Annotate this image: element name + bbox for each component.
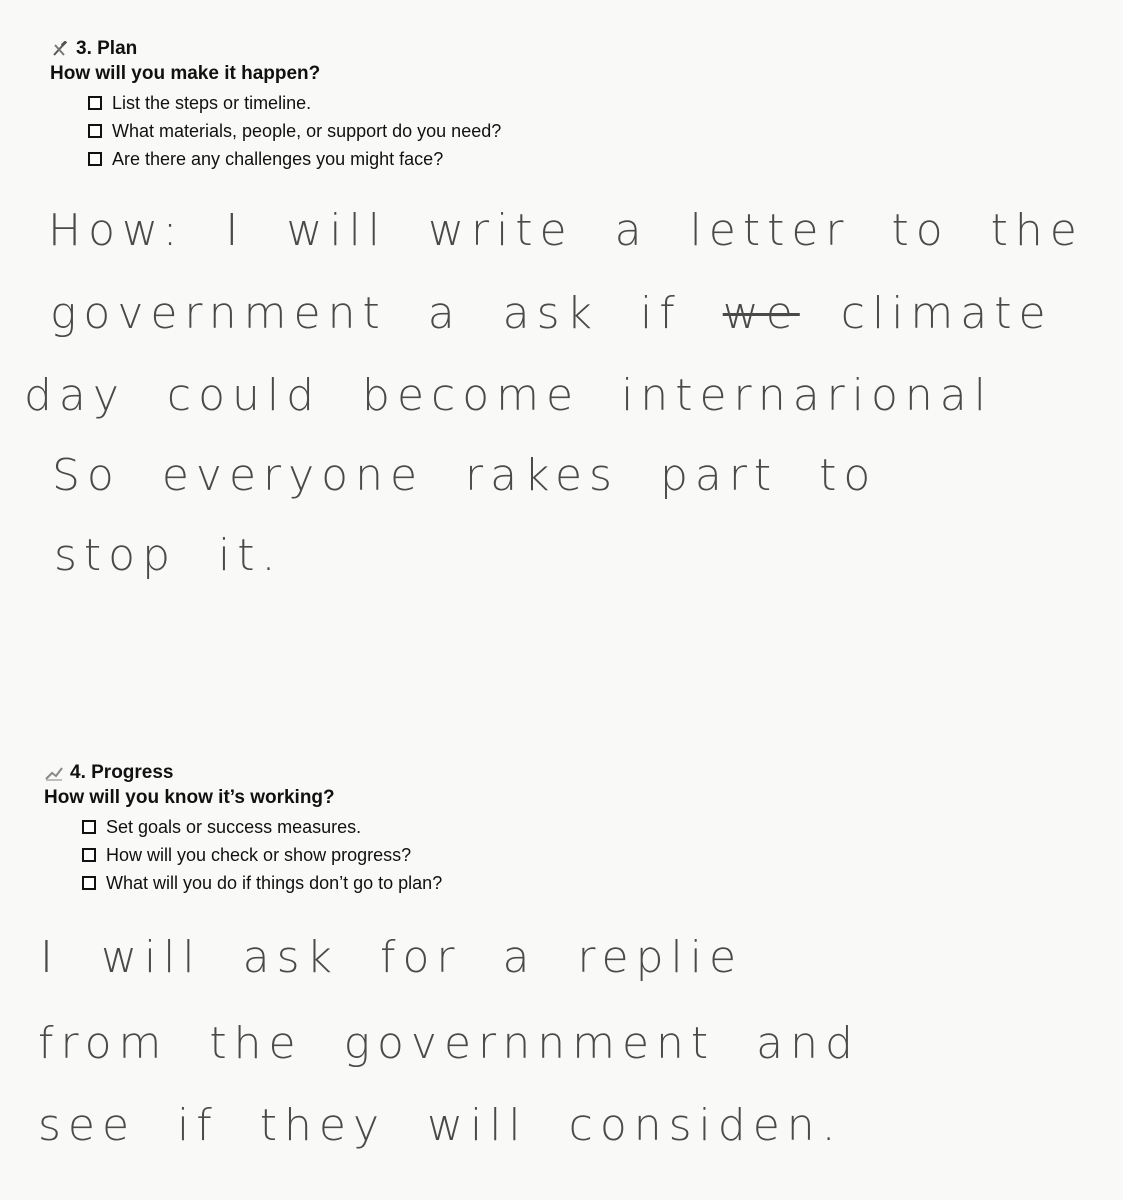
progress-heading — [44, 762, 442, 784]
plan-heading — [50, 38, 501, 60]
chart-icon — [44, 765, 64, 781]
plan-answer-line-1: How: I will write a letter to the — [48, 205, 1084, 256]
checklist-label: List the steps or timeline. — [112, 92, 312, 113]
checklist-label: What will you do if things don’t go to plan? — [106, 872, 443, 893]
checklist-item — [88, 89, 501, 117]
plan-answer-line-3: day could become internarional — [24, 370, 993, 421]
checklist-item — [82, 813, 442, 841]
checkbox[interactable] — [82, 820, 96, 834]
progress-title: 4. Progress — [70, 762, 174, 783]
progress-answer-line-3: see if they will considen. — [38, 1100, 843, 1151]
checklist-item — [82, 841, 442, 869]
hammer-wrench-icon — [50, 41, 70, 57]
checklist-label: Set goals or success measures. — [106, 816, 362, 837]
progress-checklist — [82, 813, 442, 897]
checklist-label: How will you check or show progress? — [106, 844, 412, 865]
plan-title: 3. Plan — [76, 38, 138, 59]
checkbox[interactable] — [82, 876, 96, 890]
checkbox[interactable] — [88, 124, 102, 138]
checkbox[interactable] — [88, 96, 102, 110]
progress-section — [44, 762, 442, 897]
checklist-item — [82, 869, 442, 897]
plan-answer-line-4: So everyone rakes part to — [52, 450, 878, 501]
plan-checklist — [88, 89, 501, 173]
plan-question: How will you make it happen? — [50, 63, 321, 84]
answer-text: government a ask if — [50, 288, 682, 339]
answer-text: climate — [840, 288, 1053, 339]
progress-answer-line-1: I will ask for a replie — [40, 932, 744, 983]
checklist-label: What materials, people, or support do you need? — [112, 120, 502, 141]
checklist-label: Are there any challenges you might face? — [112, 148, 444, 169]
checklist-item — [88, 117, 501, 145]
checkbox[interactable] — [82, 848, 96, 862]
progress-answer-line-2: from the governnment and — [38, 1018, 860, 1069]
checkbox[interactable] — [88, 152, 102, 166]
progress-question: How will you know it’s working? — [44, 787, 335, 808]
checklist-item — [88, 145, 501, 173]
plan-section — [50, 38, 501, 173]
plan-answer-line-2 — [50, 288, 1053, 339]
plan-answer-line-5: stop it. — [54, 530, 283, 581]
crossed-out-word: we — [722, 288, 800, 339]
